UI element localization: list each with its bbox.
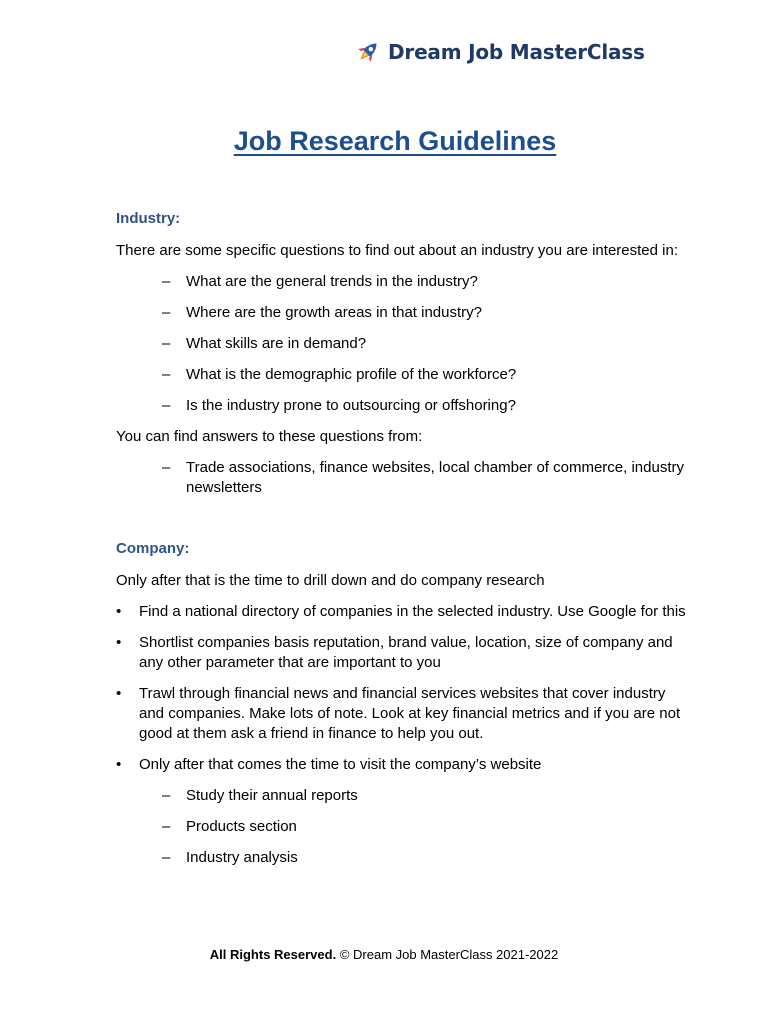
page-title: Job Research Guidelines: [233, 126, 557, 156]
list-item: – Is the industry prone to outsourcing or offshoring?: [186, 396, 686, 416]
list-item: – Industry analysis: [186, 848, 686, 868]
list-item: – What is the demographic profile of the workforce?: [186, 365, 686, 385]
list-item: • Only after that comes the time to visit the company’s website – Study their annual reports – Products section – Industry analysis: [139, 755, 686, 868]
footer: [0, 947, 768, 962]
list-item: • Shortlist companies basis reputation, brand value, location, size of company and any other parameter that are important to you: [116, 634, 673, 671]
company-bullets: [116, 602, 686, 868]
list-item: – What are the general trends in the industry?: [186, 272, 686, 292]
list-item: – Study their annual reports: [186, 786, 686, 806]
industry-heading: Industry:: [116, 210, 181, 227]
company-heading: Company:: [116, 540, 190, 557]
company-intro: Only after that is the time to drill down and do company research: [116, 572, 545, 589]
brand-name: Dream Job MasterClass: [388, 40, 645, 64]
sources-list: [116, 458, 686, 498]
list-item: • Find a national directory of companies in the selected industry. Use Google for this: [116, 603, 686, 620]
footer-rights: All Rights Reserved.: [209, 947, 337, 962]
rocket-icon: [354, 38, 382, 66]
industry-questions: [116, 272, 686, 416]
document-body: [116, 209, 686, 879]
sources-intro: You can find answers to these questions from:: [116, 428, 423, 445]
list-item: – Products section: [186, 817, 686, 837]
list-item: – Where are the growth areas in that industry?: [186, 303, 686, 323]
website-items: [139, 786, 686, 868]
list-item: – Trade associations, finance websites, local chamber of commerce, industry newsletters: [186, 458, 686, 498]
brand-header: [354, 38, 645, 66]
list-item: • Trawl through financial news and financial services websites that cover industry and companies. Make lots of note. Look at key financial metrics and if you are not good at them ask a friend in finance to help you out.: [116, 685, 681, 742]
list-item: – What skills are in demand?: [186, 334, 686, 354]
footer-copyright: © Dream Job MasterClass 2021-2022: [339, 947, 559, 962]
industry-intro: There are some specific questions to find out about an industry you are interested in:: [116, 242, 678, 259]
